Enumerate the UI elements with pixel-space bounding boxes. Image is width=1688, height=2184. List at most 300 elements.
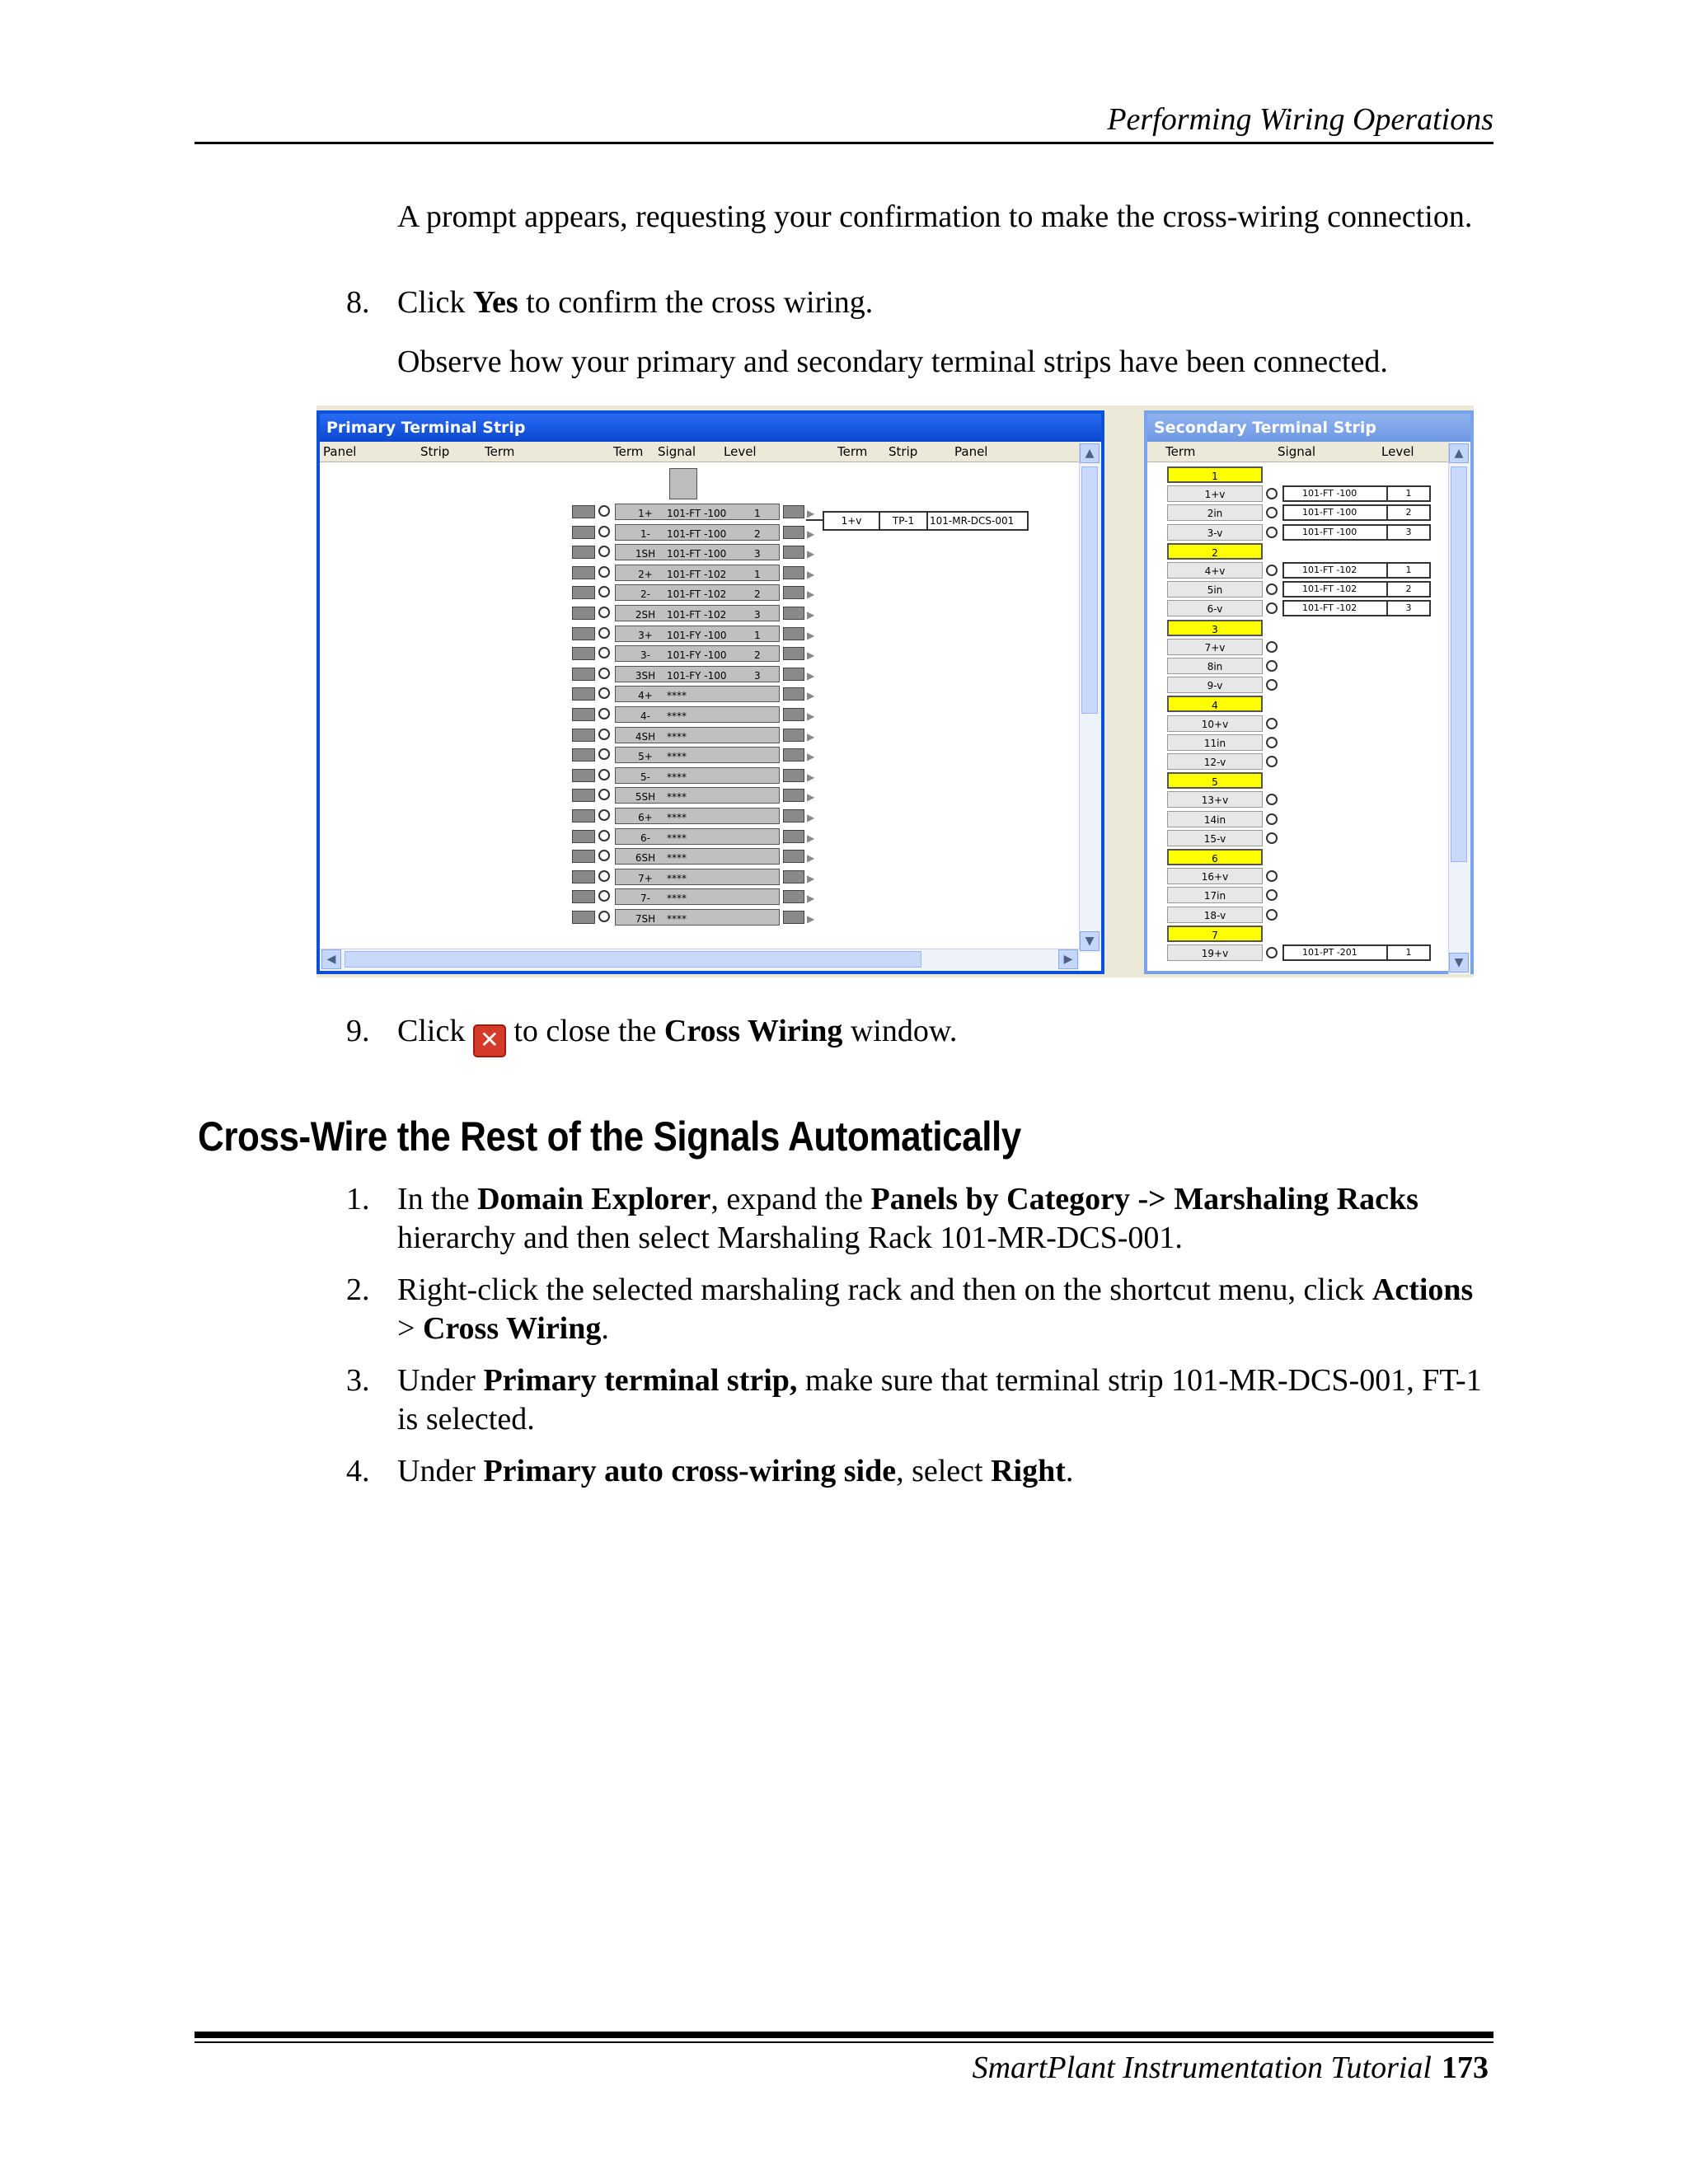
term-label: 1- xyxy=(640,527,650,540)
terminal-row[interactable] xyxy=(572,604,815,622)
level-label: 1 xyxy=(754,629,761,641)
term-label: 2+ xyxy=(638,568,653,580)
connector-icon xyxy=(783,769,804,782)
arrow-icon: ▶ xyxy=(807,872,815,884)
connector-icon xyxy=(572,748,595,762)
group-header[interactable]: 3 xyxy=(1167,620,1263,636)
terminal-row[interactable] xyxy=(572,644,815,663)
terminal-row[interactable]: 14in xyxy=(1167,811,1263,827)
group-header[interactable]: 6 xyxy=(1167,849,1263,865)
terminal-circle-icon xyxy=(1266,870,1278,882)
observe-paragraph: Observe how your primary and secondary terminal strips have been connected. xyxy=(397,344,1388,379)
connector-icon xyxy=(783,607,804,620)
arrow-icon: ▶ xyxy=(807,548,815,560)
terminal-row[interactable] xyxy=(572,685,815,703)
connector-icon xyxy=(572,708,595,721)
terminal-circle-icon xyxy=(598,546,610,557)
terminal-row[interactable] xyxy=(572,746,815,764)
connector-icon xyxy=(783,708,804,721)
terminal-bar xyxy=(615,524,815,541)
cross-wire-line xyxy=(806,519,823,521)
scroll-thumb[interactable] xyxy=(345,951,921,968)
connector-icon xyxy=(572,850,595,863)
step-bold: Right xyxy=(991,1454,1066,1488)
signal-cell xyxy=(1282,600,1431,616)
column-header: Panel xyxy=(954,444,988,459)
terminal-circle-icon xyxy=(598,850,610,861)
terminal-circle-icon xyxy=(1266,602,1278,614)
group-header[interactable]: 2 xyxy=(1167,543,1263,560)
terminal-circle-icon xyxy=(1266,756,1278,767)
terminal-circle-icon xyxy=(598,647,610,658)
section-heading: Cross-Wire the Rest of the Signals Automatically xyxy=(198,1113,1021,1160)
signal-label: 101-FT -102 xyxy=(1302,602,1357,614)
arrow-icon: ▶ xyxy=(807,832,815,844)
terminal-row[interactable]: 16+v xyxy=(1167,868,1263,884)
column-header: Signal xyxy=(1278,444,1316,459)
step-body xyxy=(397,1452,1492,1491)
group-header[interactable]: 7 xyxy=(1167,926,1263,942)
step-text: hierarchy and then select Marshaling Rack 101-MR-DCS-001. xyxy=(397,1221,1183,1255)
footer-title: SmartPlant Instrumentation Tutorial xyxy=(972,2050,1432,2085)
terminal-row[interactable]: 18-v xyxy=(1167,907,1263,923)
connector-icon xyxy=(783,748,804,762)
signal-label: 101-FY -100 xyxy=(667,629,727,641)
step-text: Under xyxy=(397,1363,484,1398)
connector-icon xyxy=(783,911,804,924)
signal-label: **** xyxy=(667,690,687,702)
terminal-circle-icon xyxy=(598,890,610,902)
level-label: 3 xyxy=(1386,526,1429,539)
term-label: 6SH xyxy=(635,852,656,865)
connector-icon xyxy=(783,526,804,539)
primary-vertical-scrollbar[interactable] xyxy=(1079,442,1101,953)
terminal-row[interactable] xyxy=(572,564,815,582)
signal-label: **** xyxy=(667,812,687,823)
term-label: 2- xyxy=(640,588,650,601)
terminal-circle-icon xyxy=(598,566,610,578)
arrow-icon: ▶ xyxy=(807,690,815,702)
terminal-row[interactable]: 1+v xyxy=(1167,485,1263,502)
terminal-row[interactable]: 12-v xyxy=(1167,753,1263,770)
step-text: . xyxy=(601,1311,609,1346)
scroll-thumb[interactable] xyxy=(1451,466,1467,862)
term-label: 4- xyxy=(640,710,650,722)
connector-icon xyxy=(572,789,595,802)
level-label: 3 xyxy=(754,548,761,560)
terminal-bar xyxy=(615,706,815,723)
arrow-icon: ▶ xyxy=(807,751,815,763)
step-text: make sure that terminal strip 101-MR-DCS-001, FT-1 is selected. xyxy=(397,1363,1482,1436)
terminal-circle-icon xyxy=(1266,813,1278,825)
connector-icon xyxy=(572,627,595,640)
scroll-left-icon[interactable]: ◀ xyxy=(321,949,341,969)
signal-cell xyxy=(1282,485,1431,502)
connector-icon xyxy=(783,668,804,681)
connector-icon xyxy=(783,729,804,742)
step-bold: Panels by Category -> Marshaling Racks xyxy=(870,1182,1418,1216)
connector-icon xyxy=(783,870,804,883)
step-number: 3. xyxy=(346,1363,370,1398)
signal-label: 101-FY -100 xyxy=(667,669,727,682)
terminal-row[interactable]: 15-v xyxy=(1167,830,1263,846)
arrow-icon: ▶ xyxy=(807,893,815,905)
terminal-row[interactable] xyxy=(572,888,815,906)
terminal-circle-icon xyxy=(1266,947,1278,958)
terminal-row[interactable] xyxy=(572,766,815,785)
close-icon: ✕ xyxy=(473,1024,506,1057)
procedure-step xyxy=(346,1180,1493,1258)
connector-icon xyxy=(572,526,595,539)
column-header: Strip xyxy=(889,444,918,459)
terminal-bar xyxy=(615,565,815,581)
arrow-icon: ▶ xyxy=(807,629,815,641)
terminal-row[interactable] xyxy=(572,583,815,602)
scroll-down-icon[interactable]: ▼ xyxy=(1449,953,1469,972)
level-label: 2 xyxy=(1386,506,1429,519)
terminal-circle-icon xyxy=(598,911,610,922)
terminal-row[interactable]: 10+v xyxy=(1167,715,1263,732)
term-label: 7+ xyxy=(638,872,653,884)
connector-icon xyxy=(572,668,595,681)
step-text: Click xyxy=(397,285,473,320)
connector-icon xyxy=(783,566,804,579)
connector-icon xyxy=(572,607,595,620)
signal-label: **** xyxy=(667,913,687,925)
terminal-bar xyxy=(615,869,815,885)
step-text: to confirm the cross wiring. xyxy=(518,285,874,320)
connector-icon xyxy=(572,729,595,742)
primary-window-title: Primary Terminal Strip xyxy=(320,414,1101,442)
signal-label: 101-FT -100 xyxy=(667,548,727,560)
terminal-circle-icon xyxy=(1266,679,1278,691)
level-label: 3 xyxy=(754,669,761,682)
secondary-column-header xyxy=(1147,442,1449,462)
terminal-row[interactable] xyxy=(572,665,815,683)
connector-icon xyxy=(572,809,595,823)
terminal-circle-icon xyxy=(1266,641,1278,653)
terminal-row[interactable] xyxy=(572,786,815,804)
signal-label: **** xyxy=(667,832,687,844)
arrow-icon: ▶ xyxy=(807,588,815,601)
terminal-bar xyxy=(615,504,815,520)
arrow-icon: ▶ xyxy=(807,527,815,540)
column-header: Term xyxy=(485,444,515,459)
terminal-row[interactable]: 11in xyxy=(1167,734,1263,751)
terminal-circle-icon xyxy=(598,607,610,618)
signal-label: 101-FT -100 xyxy=(667,527,727,540)
terminal-row[interactable]: 5in xyxy=(1167,581,1263,598)
footer-rule xyxy=(195,2041,1493,2043)
step-text: Right-click the selected marshaling rack and then on the shortcut menu, click xyxy=(397,1272,1372,1307)
step-bold: Yes xyxy=(472,285,518,320)
terminal-row[interactable]: 8in xyxy=(1167,658,1263,674)
term-label: 1SH xyxy=(635,548,656,560)
terminal-circle-icon xyxy=(598,809,610,821)
terminal-row[interactable] xyxy=(572,868,815,886)
connector-icon xyxy=(572,890,595,903)
signal-label: 101-FT -100 xyxy=(1302,526,1357,537)
step-text: Click xyxy=(397,1014,473,1048)
scroll-up-icon[interactable]: ▲ xyxy=(1449,443,1469,463)
arrow-icon: ▶ xyxy=(807,710,815,722)
connector-icon xyxy=(783,546,804,559)
step-8 xyxy=(346,284,1493,322)
group-header[interactable]: 5 xyxy=(1167,772,1263,789)
signal-label: **** xyxy=(667,852,687,865)
level-label: 3 xyxy=(1386,602,1429,615)
signal-label: 101-FT -100 xyxy=(1302,488,1357,499)
terminal-row[interactable] xyxy=(572,543,815,561)
term-label: 7- xyxy=(640,893,650,905)
secondary-terminal-strip-window xyxy=(1144,410,1474,974)
connector-icon xyxy=(572,911,595,924)
connector-icon xyxy=(572,830,595,843)
signal-label: 101-FY -100 xyxy=(667,649,727,662)
scroll-up-icon[interactable]: ▲ xyxy=(1080,443,1100,463)
step-bold: Cross Wiring xyxy=(422,1311,602,1346)
connector-icon xyxy=(572,566,595,579)
level-label: 1 xyxy=(754,568,761,580)
terminal-circle-icon xyxy=(598,789,610,800)
signal-cell xyxy=(1282,581,1431,598)
signal-cell xyxy=(1282,562,1431,579)
step-text: , expand the xyxy=(710,1182,871,1216)
terminal-circle-icon xyxy=(1266,488,1278,499)
group-header[interactable]: 1 xyxy=(1167,466,1263,483)
terminal-bar xyxy=(615,645,815,662)
terminal-circle-icon xyxy=(598,505,610,517)
connector-icon xyxy=(572,687,595,701)
term-label: 6- xyxy=(640,832,650,844)
term-label: 4+ xyxy=(638,690,653,702)
terminal-circle-icon xyxy=(598,769,610,780)
level-label: 2 xyxy=(1386,583,1429,596)
step-9 xyxy=(346,1012,1493,1057)
signal-label: 101-FT -100 xyxy=(1302,507,1357,518)
step-bold: Actions xyxy=(1372,1272,1474,1307)
terminal-head-icon xyxy=(669,468,697,499)
terminal-row[interactable] xyxy=(572,705,815,724)
level-label: 1 xyxy=(1386,487,1429,500)
connector-icon xyxy=(783,505,804,518)
level-label: 2 xyxy=(754,649,761,662)
terminal-row[interactable] xyxy=(572,847,815,865)
procedure-step xyxy=(346,1452,1493,1491)
connector-icon xyxy=(572,769,595,782)
level-label: 1 xyxy=(1386,946,1429,959)
column-header: Level xyxy=(724,444,757,459)
level-label: 3 xyxy=(754,609,761,621)
step-text: window. xyxy=(842,1014,958,1048)
term-label: 6+ xyxy=(638,812,653,823)
terminal-circle-icon xyxy=(598,526,610,537)
arrow-icon: ▶ xyxy=(807,669,815,682)
arrow-icon: ▶ xyxy=(807,609,815,621)
connector-icon xyxy=(572,546,595,559)
terminal-row[interactable]: 19+v xyxy=(1167,944,1263,961)
term-label: 3- xyxy=(640,649,650,662)
terminal-row[interactable] xyxy=(572,503,815,521)
running-header: Performing Wiring Operations xyxy=(195,97,1493,144)
terminal-bar xyxy=(615,848,815,865)
signal-label: 101-FT -102 xyxy=(667,588,727,601)
terminal-circle-icon xyxy=(598,668,610,679)
scroll-down-icon[interactable]: ▼ xyxy=(1080,931,1100,951)
step-text: > xyxy=(397,1311,423,1346)
terminal-circle-icon xyxy=(598,687,610,699)
term-label: 5+ xyxy=(638,751,653,763)
step-bold: Primary terminal strip, xyxy=(483,1363,798,1398)
column-header: Term xyxy=(1165,444,1196,459)
procedure-step xyxy=(346,1361,1493,1439)
terminal-circle-icon xyxy=(1266,565,1278,576)
signal-label: 101-FT -102 xyxy=(1302,583,1357,595)
term-label: 7SH xyxy=(635,913,656,925)
terminal-row[interactable]: 13+v xyxy=(1167,791,1263,808)
level-label: 2 xyxy=(754,588,761,601)
column-header: Term xyxy=(837,444,868,459)
terminal-circle-icon xyxy=(1266,527,1278,538)
terminal-bar xyxy=(615,828,815,845)
step-body xyxy=(397,1180,1492,1258)
connector-icon xyxy=(572,870,595,883)
signal-cell xyxy=(1282,944,1431,961)
page-number: 173 xyxy=(1442,2050,1489,2085)
term-label: 1+ xyxy=(638,508,653,519)
terminal-bar xyxy=(615,747,815,763)
level-label: 1 xyxy=(754,508,761,519)
arrow-icon: ▶ xyxy=(807,913,815,925)
step-text: Under xyxy=(397,1454,484,1488)
terminal-bar xyxy=(615,666,815,682)
connector-icon xyxy=(572,647,595,660)
connector-icon xyxy=(572,505,595,518)
terminal-circle-icon xyxy=(598,870,610,882)
terminal-circle-icon xyxy=(1266,832,1278,844)
signal-label: **** xyxy=(667,893,687,905)
cross-wiring-screenshot xyxy=(316,405,1474,977)
column-header: Signal xyxy=(658,444,696,459)
connector-icon xyxy=(783,830,804,843)
terminal-bar xyxy=(615,787,815,804)
group-header[interactable]: 4 xyxy=(1167,696,1263,712)
signal-label: **** xyxy=(667,710,687,722)
terminal-row[interactable] xyxy=(572,908,815,926)
step-bold: Primary auto cross-wiring side xyxy=(483,1454,897,1488)
column-header: Term xyxy=(613,444,644,459)
terminal-row[interactable]: 3-v xyxy=(1167,524,1263,541)
terminal-circle-icon xyxy=(598,586,610,598)
primary-horizontal-scrollbar[interactable] xyxy=(320,949,1080,971)
terminal-row[interactable]: 4+v xyxy=(1167,562,1263,579)
terminal-bar xyxy=(615,808,815,824)
terminal-row[interactable] xyxy=(572,807,815,825)
step-bold: Cross Wiring xyxy=(663,1014,843,1048)
terminal-circle-icon xyxy=(1266,507,1278,518)
terminal-bar xyxy=(615,686,815,702)
terminal-circle-icon xyxy=(598,729,610,740)
terminal-row[interactable] xyxy=(572,625,815,643)
arrow-icon: ▶ xyxy=(807,730,815,743)
column-header: Level xyxy=(1381,444,1414,459)
connector-icon xyxy=(783,890,804,903)
term-label: 5SH xyxy=(635,791,656,804)
signal-label: 101-FT -100 xyxy=(667,508,727,519)
terminal-row[interactable] xyxy=(572,827,815,846)
signal-label: 101-FT -102 xyxy=(1302,565,1357,575)
signal-label: 101-FT -102 xyxy=(667,609,727,621)
primary-terminal-strip-window xyxy=(316,410,1104,974)
level-label: 2 xyxy=(754,527,761,540)
level-label: 1 xyxy=(1386,564,1429,577)
step-bold: Domain Explorer xyxy=(477,1182,711,1216)
footer-rule xyxy=(195,2032,1493,2038)
terminal-row[interactable]: 17in xyxy=(1167,887,1263,903)
terminal-circle-icon xyxy=(598,830,610,841)
cross-term: 1+v xyxy=(823,511,880,531)
terminal-row[interactable]: 9-v xyxy=(1167,677,1263,693)
column-header: Panel xyxy=(323,444,357,459)
step-number: 4. xyxy=(346,1454,370,1488)
cross-strip: TP-1 xyxy=(879,511,928,531)
secondary-vertical-scrollbar[interactable] xyxy=(1448,442,1470,974)
connector-icon xyxy=(572,586,595,599)
terminal-bar xyxy=(615,767,815,784)
scroll-thumb[interactable] xyxy=(1081,466,1098,714)
connector-icon xyxy=(783,850,804,863)
primary-column-header xyxy=(320,442,1080,462)
terminal-circle-icon xyxy=(1266,718,1278,729)
step-text: . xyxy=(1065,1454,1074,1488)
terminal-circle-icon xyxy=(1266,889,1278,901)
signal-label: **** xyxy=(667,872,687,884)
terminal-row[interactable]: 7+v xyxy=(1167,639,1263,655)
terminal-circle-icon xyxy=(598,748,610,760)
signal-label: **** xyxy=(667,730,687,743)
signal-label: **** xyxy=(667,771,687,783)
connector-icon xyxy=(783,647,804,660)
step-body xyxy=(397,1271,1492,1348)
step-number: 9. xyxy=(346,1014,370,1048)
prompt-paragraph: A prompt appears, requesting your confirmation to make the cross-wiring connection. xyxy=(397,199,1473,234)
arrow-icon: ▶ xyxy=(807,649,815,662)
terminal-bar xyxy=(615,909,815,926)
term-label: 2SH xyxy=(635,609,656,621)
term-label: 5- xyxy=(640,771,650,783)
step-number: 8. xyxy=(346,285,370,320)
connector-icon xyxy=(783,586,804,599)
terminal-row[interactable] xyxy=(572,726,815,744)
signal-label: 101-PT -201 xyxy=(1302,947,1357,958)
terminal-row[interactable]: 6-v xyxy=(1167,600,1263,616)
terminal-circle-icon xyxy=(598,708,610,719)
step-body xyxy=(397,1361,1492,1439)
connector-icon xyxy=(783,809,804,823)
procedure-step xyxy=(346,1271,1493,1348)
arrow-icon: ▶ xyxy=(807,508,815,519)
terminal-row[interactable] xyxy=(572,523,815,541)
terminal-row[interactable]: 2in xyxy=(1167,504,1263,521)
step-text: , select xyxy=(896,1454,992,1488)
step-number: 2. xyxy=(346,1272,370,1307)
signal-label: 101-FT -102 xyxy=(667,568,727,580)
step-text: to close the xyxy=(505,1014,664,1048)
scroll-right-icon[interactable]: ▶ xyxy=(1058,949,1078,969)
column-header: Strip xyxy=(420,444,450,459)
connector-icon xyxy=(783,627,804,640)
arrow-icon: ▶ xyxy=(807,791,815,804)
